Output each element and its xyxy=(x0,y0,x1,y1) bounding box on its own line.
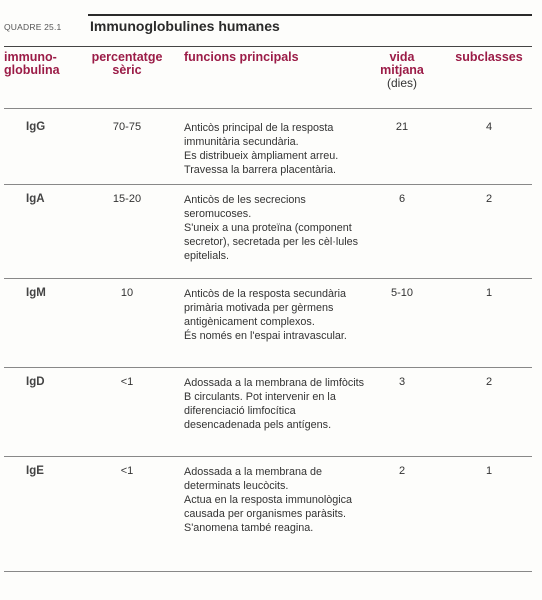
table-row xyxy=(4,184,532,278)
funcio-line: antigènicament complexos. xyxy=(184,316,315,328)
header-vida-line: vida xyxy=(389,50,415,64)
funcio-line: secretor), secretada per les cèl·lules xyxy=(184,236,359,248)
funcio-line: primària motivada per gèrmens xyxy=(184,302,334,314)
header-percentatge xyxy=(84,51,170,77)
funcio-line: determinats leucòcits. xyxy=(184,480,289,492)
table-caption xyxy=(4,14,532,44)
funcio-line: Actua en la resposta immunològica xyxy=(184,494,353,506)
cell-funcions xyxy=(184,193,380,263)
funcio-line: Anticòs de les secrecions xyxy=(184,194,306,206)
cell-funcions xyxy=(184,287,380,343)
cell-vida-mitjana: 3 xyxy=(398,376,406,388)
table-title: Immunoglobulines humanes xyxy=(90,18,280,34)
cell-percentatge: <1 xyxy=(120,376,134,388)
funcio-line: És només en l'espai intravascular. xyxy=(184,330,347,342)
cell-subclasses: 2 xyxy=(485,376,493,388)
funcio-line: immunitària secundària. xyxy=(184,136,299,148)
table-row xyxy=(4,367,532,456)
header-vida-line: mitjana xyxy=(380,63,424,77)
cell-subclasses: 1 xyxy=(485,465,493,477)
funcio-line: S'uneix a una proteïna (component xyxy=(184,222,352,234)
table-row xyxy=(4,278,532,367)
header-funcions: funcions principals xyxy=(184,50,299,64)
funcio-line: Es distribueix àmpliament arreu. xyxy=(184,150,339,162)
cell-funcions xyxy=(184,121,380,177)
header-vida-mitjana xyxy=(366,51,438,90)
title-rule xyxy=(88,14,532,16)
funcio-line: diferenciació limfocítica xyxy=(184,405,296,417)
funcio-line: seromucoses. xyxy=(184,208,252,220)
table-body xyxy=(4,108,532,572)
funcio-line: B circulants. Pot intervenir en la xyxy=(184,391,336,403)
header-vida-unit: (dies) xyxy=(386,76,417,90)
funcio-line: Adossada a la membrana de limfòcits xyxy=(184,377,365,389)
funcio-line: epitelials. xyxy=(184,250,230,262)
funcio-line: Adossada a la membrana de xyxy=(184,466,323,478)
cell-vida-mitjana: 21 xyxy=(395,121,409,133)
cell-percentatge: <1 xyxy=(120,465,134,477)
funcio-line: causada per organismes paràsits. xyxy=(184,508,347,520)
header-immunoglobulina-line: immuno- xyxy=(4,50,57,64)
cell-immunoglobulina: IgM xyxy=(26,287,46,299)
cell-subclasses: 1 xyxy=(485,287,493,299)
header-immunoglobulina xyxy=(4,51,78,77)
cell-percentatge: 70-75 xyxy=(112,121,142,133)
cell-percentatge: 10 xyxy=(120,287,134,299)
cell-funcions xyxy=(184,465,380,535)
cell-vida-mitjana: 6 xyxy=(398,193,406,205)
table-row xyxy=(4,108,532,184)
cell-percentatge: 15-20 xyxy=(112,193,142,205)
header-immunoglobulina-line: globulina xyxy=(4,63,60,77)
funcio-line: S'anomena també reagina. xyxy=(184,522,314,534)
funcio-line: Anticòs de la resposta secundària xyxy=(184,288,347,300)
cell-subclasses: 4 xyxy=(485,121,493,133)
cell-immunoglobulina: IgD xyxy=(26,376,45,388)
cell-vida-mitjana: 5-10 xyxy=(390,287,414,299)
funcio-line: desencadenada pels antígens. xyxy=(184,419,332,431)
table-row xyxy=(4,456,532,572)
cell-immunoglobulina: IgA xyxy=(26,193,45,205)
table-header xyxy=(4,49,532,107)
funcio-line: Travessa la barrera placentària. xyxy=(184,164,337,176)
header-percentatge-line: sèric xyxy=(112,63,142,77)
header-subclasses: subclasses xyxy=(455,50,523,64)
header-rule xyxy=(4,46,532,47)
cell-subclasses: 2 xyxy=(485,193,493,205)
cell-immunoglobulina: IgE xyxy=(26,465,44,477)
header-percentatge-line: percentatge xyxy=(91,50,163,64)
cell-funcions xyxy=(184,376,380,432)
funcio-line: Anticòs principal de la resposta xyxy=(184,122,334,134)
table-number: QUADRE 25.1 xyxy=(4,22,62,32)
cell-immunoglobulina: IgG xyxy=(26,121,46,133)
cell-vida-mitjana: 2 xyxy=(398,465,406,477)
